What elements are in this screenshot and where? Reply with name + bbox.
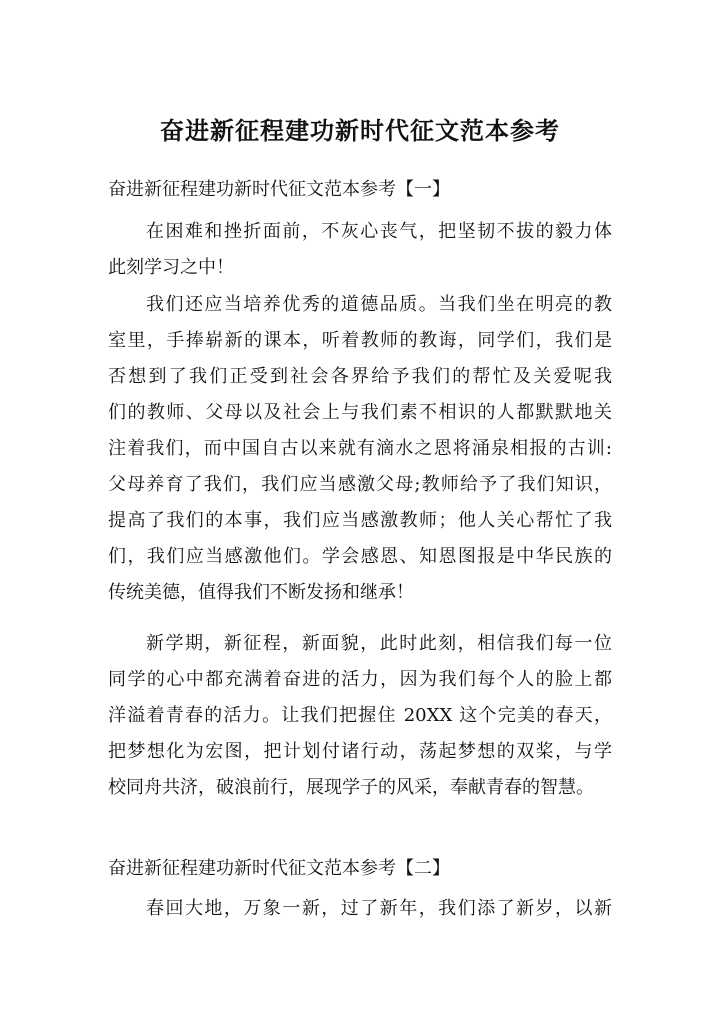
paragraph-3 bbox=[108, 626, 612, 806]
paragraph-line: 室里，手捧崭新的课本，听着教师的教诲，同学们，我们是 bbox=[108, 330, 612, 351]
section-heading-1: 奋进新征程建功新时代征文范本参考【一】 bbox=[108, 179, 450, 200]
paragraph-line: 春回大地，万象一新，过了新年，我们添了新岁，以新 bbox=[146, 898, 612, 919]
paragraph-line: 们，我们应当感激他们。学会感恩、知恩图报是中华民族的 bbox=[108, 546, 612, 567]
paragraph-line: 我们还应当培养优秀的道德品质。当我们坐在明亮的教 bbox=[146, 294, 612, 315]
paragraph-line: 此刻学习之中！ bbox=[108, 257, 234, 278]
paragraph-1 bbox=[108, 214, 612, 286]
paragraph-line: 把梦想化为宏图，把计划付诸行动，荡起梦想的双桨，与学 bbox=[108, 741, 612, 762]
paragraph-line: 洋溢着青春的活力。让我们把握住 20XX 这个完美的春天， bbox=[108, 705, 612, 726]
paragraph-line: 同学的心中都充满着奋进的活力，因为我们每个人的脸上都 bbox=[108, 669, 612, 690]
paragraph-2 bbox=[108, 287, 612, 611]
document-title: 奋进新征程建功新时代征文范本参考 bbox=[160, 116, 560, 145]
paragraph-line: 传统美德，值得我们不断发扬和继承！ bbox=[108, 582, 414, 603]
paragraph-4 bbox=[108, 891, 612, 927]
paragraph-line: 在困难和挫折面前，不灰心丧气，把坚韧不拔的毅力体 bbox=[146, 221, 612, 242]
paragraph-line: 新学期，新征程，新面貌，此时此刻，相信我们每一位 bbox=[146, 633, 612, 654]
paragraph-line: 提高了我们的本事，我们应当感激教师；他人关心帮忙了我 bbox=[108, 510, 612, 531]
paragraph-line: 校同舟共济，破浪前行，展现学子的风采，奉献青春的智慧。 bbox=[108, 777, 594, 798]
paragraph-line: 们的教师、父母以及社会上与我们素不相识的人都默默地关 bbox=[108, 402, 612, 423]
section-heading-2: 奋进新征程建功新时代征文范本参考【二】 bbox=[108, 858, 450, 879]
paragraph-line: 父母养育了我们，我们应当感激父母;教师给予了我们知识， bbox=[108, 474, 612, 495]
paragraph-line: 注着我们，而中国自古以来就有滴水之恩将涌泉相报的古训: bbox=[108, 438, 612, 459]
paragraph-line: 否想到了我们正受到社会各界给予我们的帮忙及关爱呢我 bbox=[108, 366, 612, 387]
